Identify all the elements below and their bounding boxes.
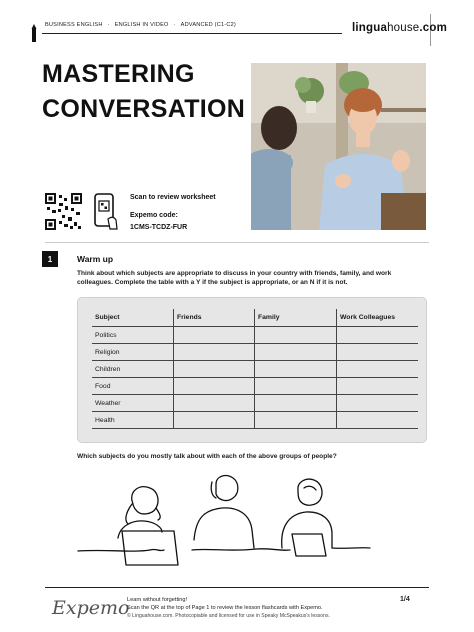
column-header-subject: Subject xyxy=(92,309,174,327)
breadcrumb-item[interactable]: ADVANCED (C1-C2) xyxy=(180,22,236,28)
answer-cell[interactable] xyxy=(255,327,337,344)
answer-cell[interactable] xyxy=(255,412,337,429)
breadcrumb-item[interactable]: BUSINESS ENGLISH xyxy=(45,22,103,28)
header-divider xyxy=(42,33,342,34)
breadcrumb: BUSINESS ENGLISH · ENGLISH IN VIDEO · ADVANCED (C1-C2) xyxy=(45,22,236,28)
subject-cell: Health xyxy=(92,412,174,429)
column-header-work-colleagues: Work Colleagues xyxy=(337,309,419,327)
table-row xyxy=(92,395,418,412)
answer-cell[interactable] xyxy=(337,412,419,429)
table-row xyxy=(92,327,418,344)
subject-cell: Politics xyxy=(92,327,174,344)
answer-cell[interactable] xyxy=(337,395,419,412)
conversation-photo xyxy=(251,63,426,230)
table-row xyxy=(92,344,418,361)
footer-tagline: Learn without forgetting! xyxy=(127,597,188,603)
table-row xyxy=(92,412,418,429)
answer-cell[interactable] xyxy=(337,361,419,378)
subject-cell: Weather xyxy=(92,395,174,412)
answer-cell[interactable] xyxy=(174,361,255,378)
table-row xyxy=(92,361,418,378)
section-divider xyxy=(45,242,429,243)
phone-scan-icon xyxy=(94,193,118,230)
subject-cell: Food xyxy=(92,378,174,395)
answer-cell[interactable] xyxy=(255,361,337,378)
subject-cell: Religion xyxy=(92,344,174,361)
breadcrumb-item[interactable]: ENGLISH IN VIDEO xyxy=(114,22,169,28)
expemo-logo[interactable]: Expemo xyxy=(52,597,130,619)
title-line-2: CONVERSATION xyxy=(42,95,246,123)
answer-cell[interactable] xyxy=(255,378,337,395)
answer-cell[interactable] xyxy=(255,344,337,361)
brand-logo[interactable]: linguahouse.com xyxy=(352,22,448,34)
section-title: Warm up xyxy=(77,254,114,264)
page-title xyxy=(42,57,245,127)
table-row xyxy=(92,378,418,395)
answer-cell[interactable] xyxy=(174,378,255,395)
discussion-question: Which subjects do you mostly talk about with each of the above groups of people? xyxy=(77,453,337,460)
conversation-illustration xyxy=(70,470,375,575)
answer-cell[interactable] xyxy=(174,412,255,429)
answer-cell[interactable] xyxy=(337,344,419,361)
answer-cell[interactable] xyxy=(255,395,337,412)
answer-cell[interactable] xyxy=(174,327,255,344)
footer-instruction: Scan the QR at the top of Page 1 to review the lesson flashcards with Expemo. xyxy=(127,605,323,611)
column-header-family: Family xyxy=(255,309,337,327)
footer-divider xyxy=(45,587,429,588)
page-number: 1/4 xyxy=(400,596,410,603)
expemo-code-label: Expemo code: xyxy=(130,212,178,219)
answer-cell[interactable] xyxy=(337,327,419,344)
big-ben-icon xyxy=(30,24,38,42)
section-number-badge: 1 xyxy=(42,251,58,267)
scan-instruction: Scan to review worksheet xyxy=(130,194,216,201)
section-instructions: Think about which subjects are appropriate to discuss in your country with friends, family, and work colleagues. Complete the table with a Y if the subject is appropriate, or an N if it is not. xyxy=(77,270,392,286)
footer-copyright: © Linguahouse.com. Photocopiable and licensed for use in Speaky McSpeakus's lessons. xyxy=(127,613,330,619)
answer-cell[interactable] xyxy=(174,344,255,361)
qr-code-icon[interactable] xyxy=(45,193,82,230)
table-header-row xyxy=(92,309,418,327)
answer-cell[interactable] xyxy=(337,378,419,395)
title-line-1: MASTERING xyxy=(42,60,195,88)
column-header-friends: Friends xyxy=(174,309,255,327)
expemo-code-value: 1CMS-TCDZ-FUR xyxy=(130,224,188,231)
answer-cell[interactable] xyxy=(174,395,255,412)
subject-cell: Children xyxy=(92,361,174,378)
subjects-table xyxy=(92,309,418,429)
